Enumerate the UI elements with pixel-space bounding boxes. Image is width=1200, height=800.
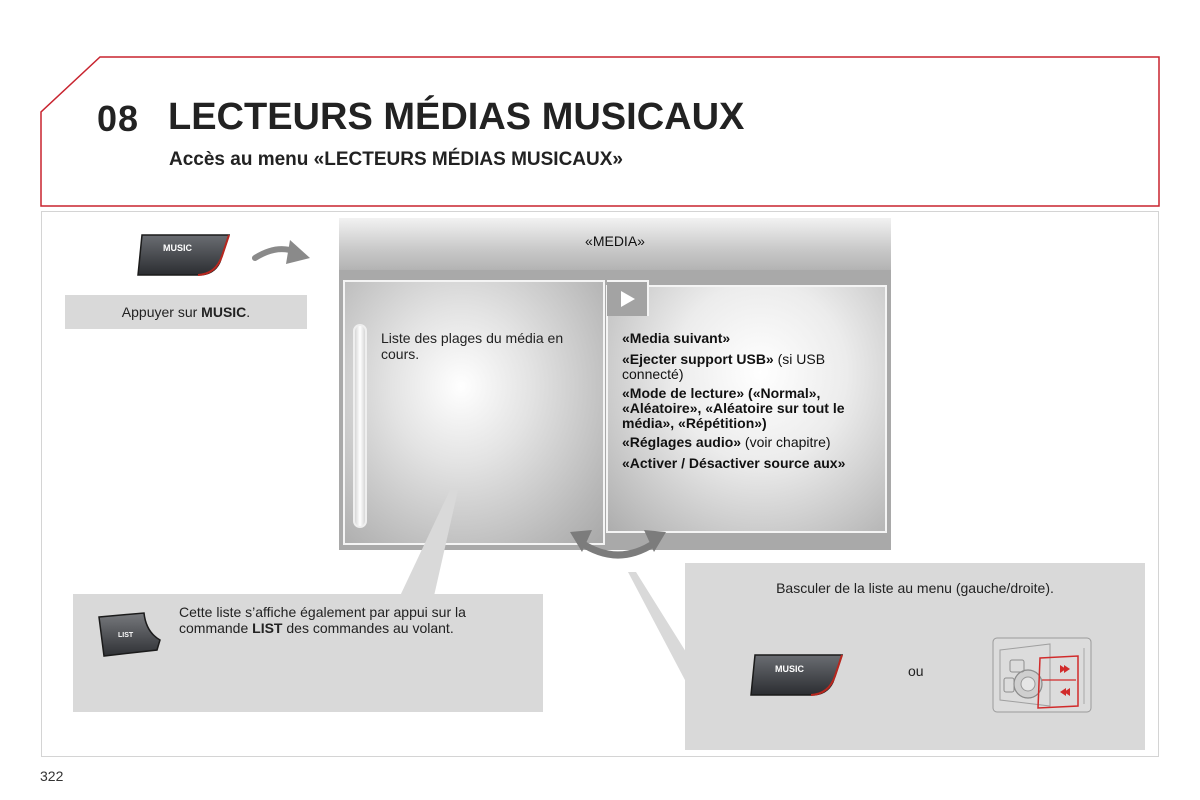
toggle-callout-pointer bbox=[626, 572, 688, 682]
menu-item-ejecter-usb[interactable]: «Ejecter support USB» (si USB connecté) bbox=[622, 351, 826, 382]
track-list-panel[interactable] bbox=[343, 280, 605, 545]
page-number: 322 bbox=[40, 768, 64, 784]
toggle-arrows-icon bbox=[566, 520, 670, 568]
track-list-scrollbar[interactable] bbox=[353, 324, 367, 528]
list-button-label: LIST bbox=[118, 632, 134, 639]
music-button-label-2: MUSIC bbox=[775, 664, 804, 674]
media-menu-list bbox=[622, 331, 872, 471]
or-text: ou bbox=[908, 663, 924, 679]
menu-item-source-aux[interactable]: «Activer / Désactiver source aux» bbox=[622, 455, 846, 471]
track-list-text: Liste des plages du média en cours. bbox=[381, 330, 564, 362]
menu-item-reglages-audio[interactable]: «Réglages audio» (voir chapitre) bbox=[622, 434, 831, 450]
page-subtitle: Accès au menu «LECTEURS MÉDIAS MUSICAUX» bbox=[169, 149, 623, 170]
page-title: LECTEURS MÉDIAS MUSICAUX bbox=[168, 96, 745, 138]
music-instruction: Appuyer sur MUSIC. bbox=[121, 304, 251, 320]
list-note-text: Cette liste s’affiche également par appui sur la commande LIST des commandes au volant. bbox=[179, 604, 466, 636]
music-button-illustration-2 bbox=[749, 652, 845, 698]
music-button-illustration bbox=[136, 232, 232, 278]
menu-item-mode-lecture[interactable]: «Mode de lecture» («Normal», «Aléatoire», «Aléatoire sur tout le média», «Répétition») bbox=[622, 385, 845, 431]
menu-item-media-suivant[interactable]: «Media suivant» bbox=[622, 330, 731, 346]
music-instruction-box bbox=[65, 295, 307, 329]
toggle-note-text: Basculer de la liste au menu (gauche/droite). bbox=[776, 580, 1054, 596]
music-button-label: MUSIC bbox=[163, 243, 192, 253]
media-screen-title: «MEDIA» bbox=[339, 218, 891, 270]
list-callout-pointer bbox=[400, 490, 460, 596]
play-icon bbox=[619, 290, 637, 308]
steering-controls-illustration bbox=[990, 634, 1096, 716]
chapter-number: 08 bbox=[97, 98, 140, 139]
arrow-right-icon bbox=[252, 236, 312, 270]
